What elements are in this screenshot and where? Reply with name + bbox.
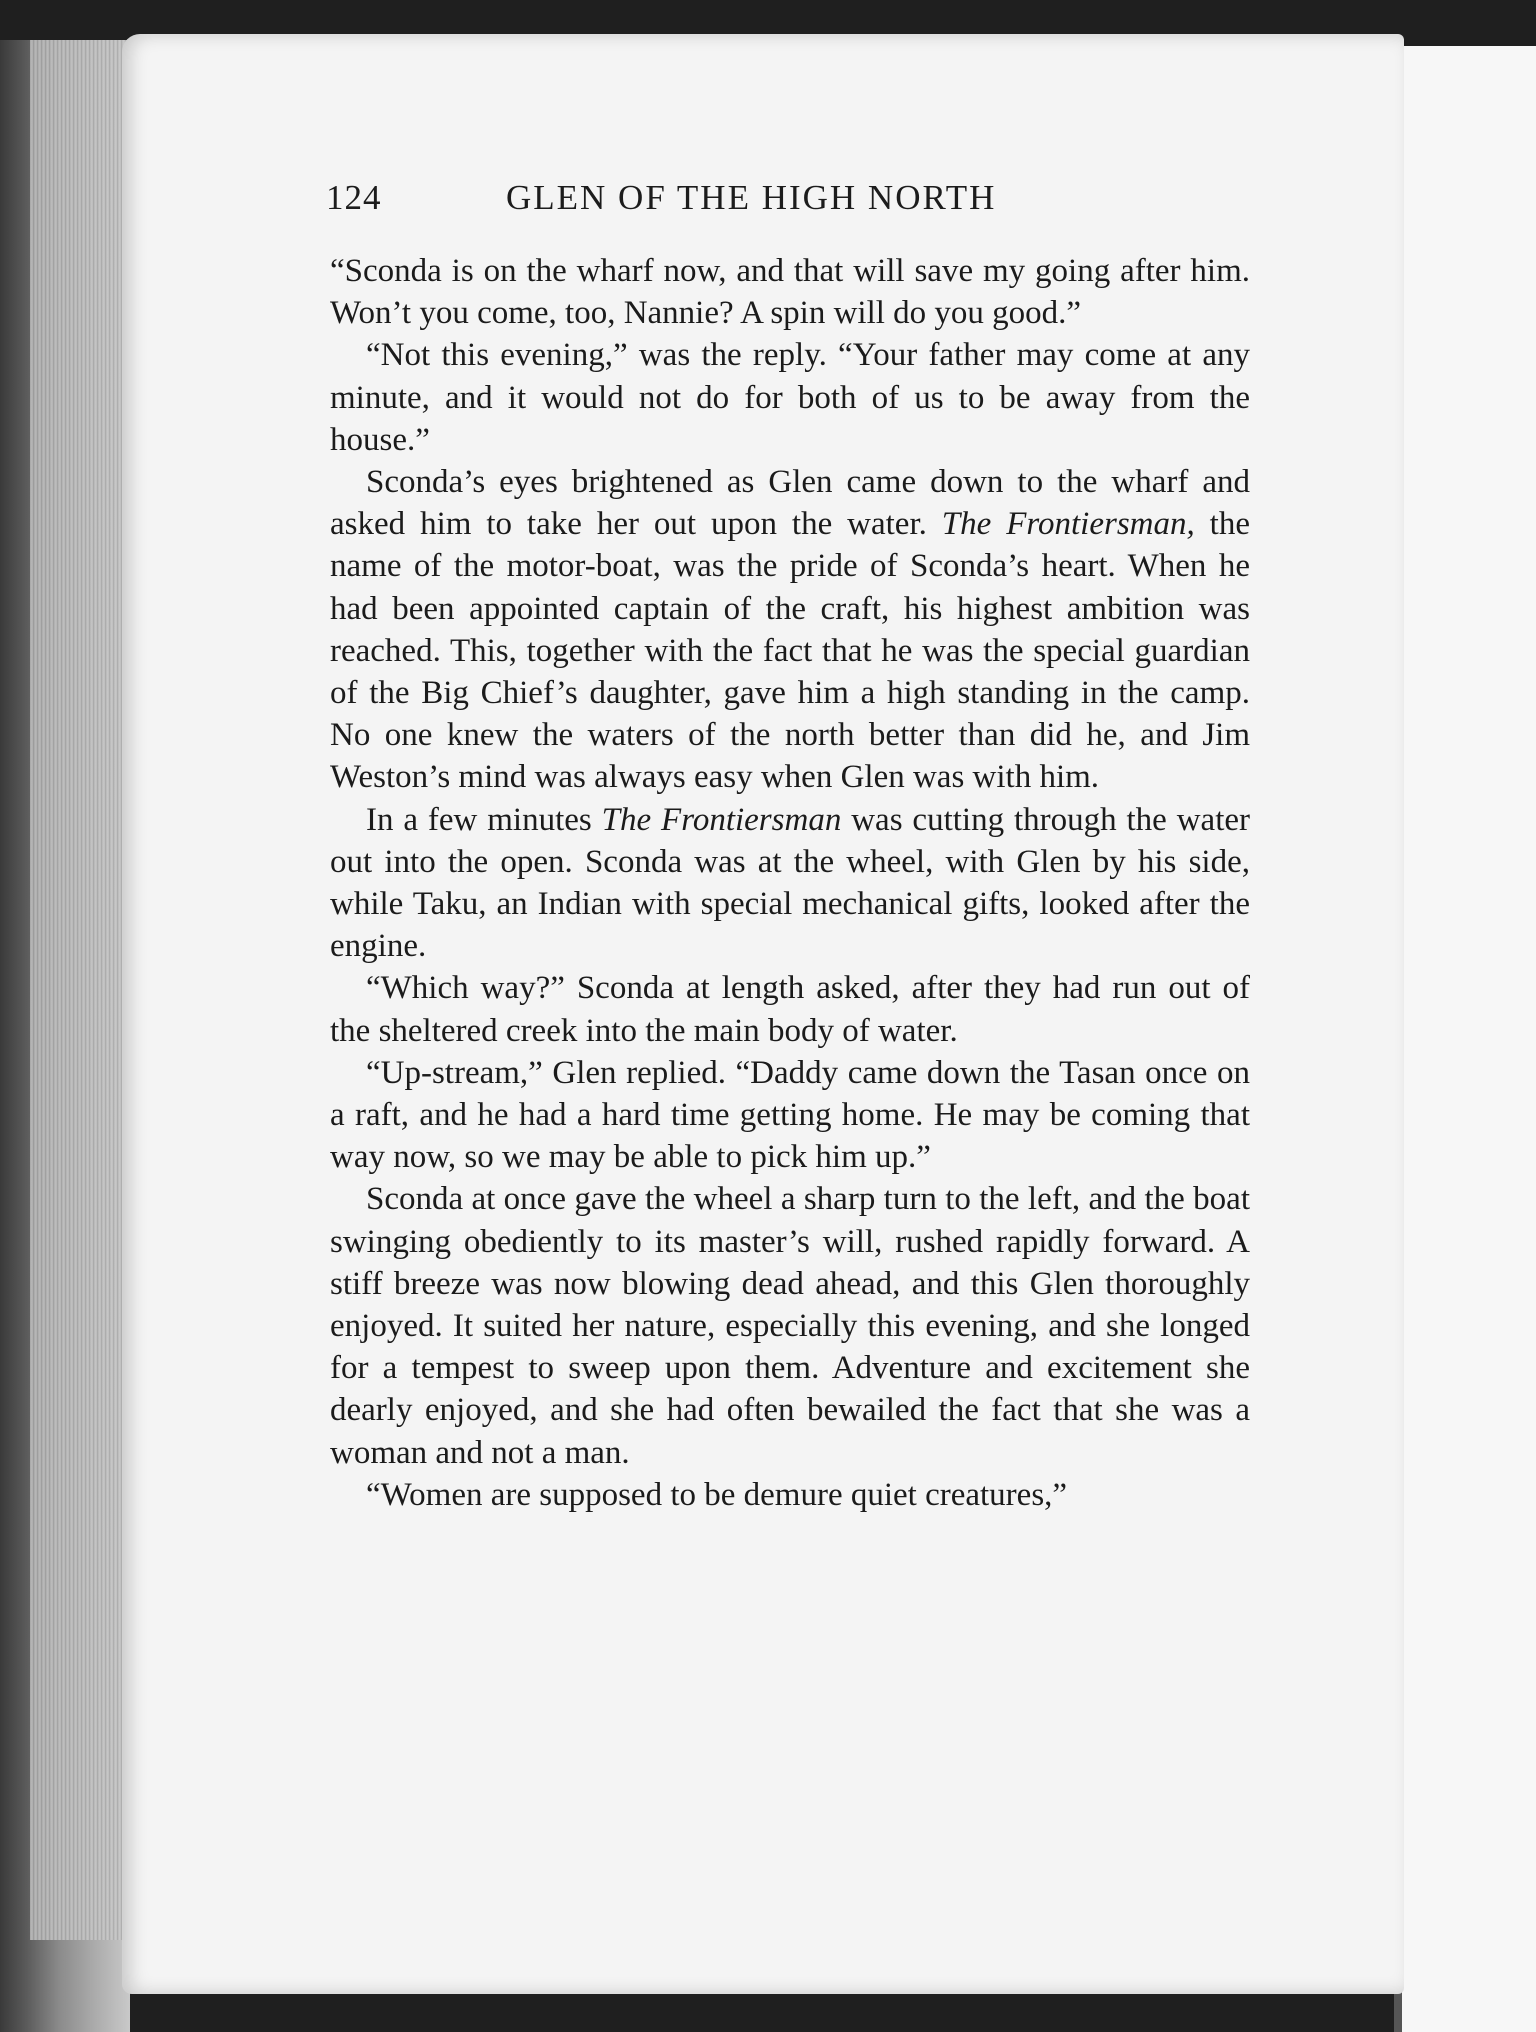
paragraph-7: Sconda at once gave the wheel a sharp turn to the left, and the boat swinging obediently to its master’s will, rushed rapidly forward. A stiff breeze was now blowing dead ahead, and this Glen thoroughly enjoyed. It suited her nature, especially this evening, and she longed for a tempest to sweep upon them. Adventure and excitement she dearly enjoyed, and she had often bewailed the fact that she was a woman and not a man. bbox=[330, 1181, 1250, 1471]
running-title: GLEN OF THE HIGH NORTH bbox=[506, 178, 997, 217]
paragraph-4-text-b: was cutting through the water out into the open. Sconda was at the wheel, with Glen by his side, while Taku, an Indian with special mechanical gifts, looked after the engine. bbox=[330, 801, 1250, 965]
page-number: 124 bbox=[326, 178, 382, 217]
paragraph-6: “Up-stream,” Glen replied. “Daddy came down the Tasan once on a raft, and he had a hard time getting home. He may be coming that way now, so we may be able to pick him up.” bbox=[330, 1054, 1250, 1176]
paragraph-3-text-a: Sconda’s eyes brightened as Glen came down to the wharf and asked him to take her out upon the water. bbox=[330, 464, 1250, 543]
paragraph-1: “Sconda is on the wharf now, and that will save my going after him. Won’t you come, too, Nannie? A spin will do you good.” bbox=[330, 253, 1250, 332]
paragraph-2: “Not this evening,” was the reply. “Your father may come at any minute, and it would not do for both of us to be away from the house.” bbox=[330, 337, 1250, 458]
page-header bbox=[326, 178, 1246, 238]
paragraph-3-text-b: the name of the motor-boat, was the pride of Sconda’s heart. When he had been appointed captain of the craft, his highest ambition was reached. This, together with the fact that he was the special guardian of the Big Chief’s daughter, gave him a high standing in the camp. No one knew the waters of the north better than did he, and Jim Weston’s mind was always easy when Glen was with him. bbox=[330, 506, 1250, 796]
paragraph-3 bbox=[330, 461, 1250, 799]
boat-name-italic-2: The Frontiersman bbox=[601, 801, 842, 838]
paragraph-5: “Which way?” Sconda at length asked, after they had run out of the sheltered creek into the main body of water. bbox=[330, 970, 1250, 1049]
paragraph-4-text-a: In a few minutes bbox=[366, 801, 602, 838]
paragraph-4 bbox=[330, 799, 1250, 968]
page-stack-edge bbox=[30, 40, 130, 1940]
facing-page-edge bbox=[1394, 46, 1536, 2032]
boat-name-italic: The Frontiersman, bbox=[941, 506, 1195, 543]
paragraph-8: “Women are supposed to be demure quiet creatures,” bbox=[366, 1476, 1068, 1513]
body-text bbox=[330, 250, 1250, 1516]
